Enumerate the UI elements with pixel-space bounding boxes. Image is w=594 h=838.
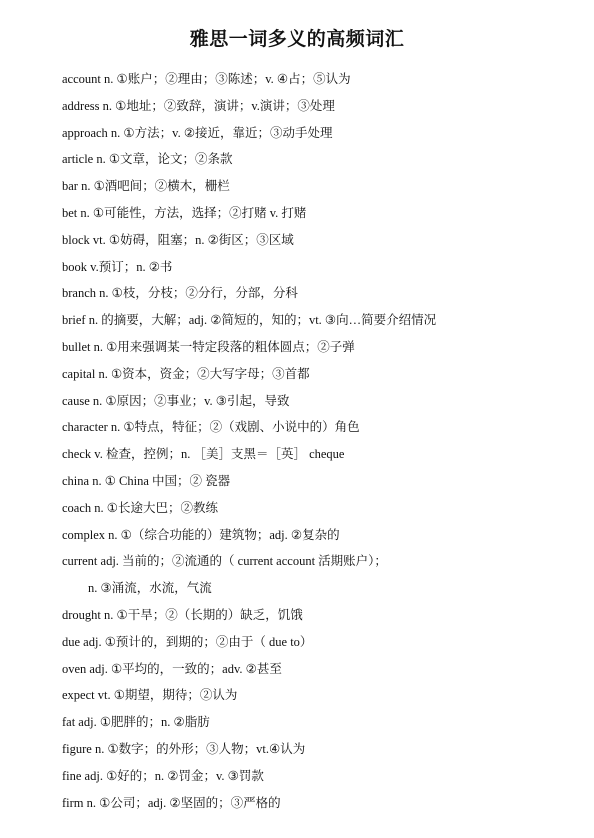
vocab-entry-fat: fat adj. ①肥胖的；n. ②脂肪 xyxy=(62,715,210,730)
vocab-entry-china: china n. ① China 中国；② 瓷器 xyxy=(62,473,231,488)
vocab-entry-complex: complex n. ①（综合功能的）建筑物；adj. ②复杂的 xyxy=(62,527,340,542)
vocab-entry-branch: branch n. ①枝，分枝；②分行，分部，分科 xyxy=(62,286,298,301)
vocab-entry-block: block vt. ①妨碍，阻塞；n. ②街区；③区域 xyxy=(62,232,294,247)
vocab-entry-oven: oven adj. ①平均的，一致的；adv. ②甚至 xyxy=(62,661,282,676)
vocab-entry-check: check v. 检查，控例；n. ［美］支黑＝［英］ cheque xyxy=(62,447,345,462)
vocab-entry-brief: brief n. 的摘要，大解；adj. ②简短的，知的；vt. ③向…简要介绍情况 xyxy=(62,313,437,328)
vocab-entry-current-continued: n. ③涌流，水流，气流 xyxy=(88,581,212,596)
vocab-entry-book: book v.预订；n. ②书 xyxy=(62,259,173,274)
vocab-entry-expect: expect vt. ①期望，期待；②认为 xyxy=(62,688,238,703)
vocab-entry-address: address n. ①地址；②致辞，演讲；v.演讲；③处理 xyxy=(62,98,335,113)
vocab-entry-capital: capital n. ①资本，资金；②大写字母；③首都 xyxy=(62,366,310,381)
vocab-entry-bar: bar n. ①酒吧间；②横木，栅栏 xyxy=(62,179,230,194)
page-title: 雅思一词多义的高频词汇 xyxy=(189,28,405,50)
vocabulary-list xyxy=(62,66,582,816)
vocab-entry-fine: fine adj. ①好的；n. ②罚金；v. ③罚款 xyxy=(62,768,264,783)
vocab-entry-bet: bet n. ①可能性，方法，选择；②打赌 v. 打赌 xyxy=(62,205,307,220)
vocab-entry-due: due adj. ①预计的，到期的；②由于（ due to） xyxy=(62,634,313,649)
vocab-entry-bullet: bullet n. ①用来强调某一特定段落的粗体圆点；②子弹 xyxy=(62,339,355,354)
vocab-entry-approach: approach n. ①方法；v. ②接近，靠近；③动手处理 xyxy=(62,125,333,140)
vocab-entry-figure: figure n. ①数字；的外形；③人物；vt.④认为 xyxy=(62,741,306,756)
vocab-entry-cause: cause n. ①原因；②事业；v. ③引起，导致 xyxy=(62,393,290,408)
vocab-entry-drought: drought n. ①干旱；②（长期的）缺乏，饥饿 xyxy=(62,607,303,622)
vocab-entry-character: character n. ①特点，特征；②（戏剧、小说中的）角色 xyxy=(62,420,360,435)
vocab-entry-article: article n. ①文章，论文；②条款 xyxy=(62,152,233,167)
vocab-entry-firm: firm n. ①公司；adj. ②坚固的；③严格的 xyxy=(62,795,281,810)
vocab-entry-account: account n. ①账户；②理由；③陈述；v. ④占；⑤认为 xyxy=(62,72,351,86)
vocab-entry-current: current adj. 当前的；②流通的（ current account 活期账户）； xyxy=(62,554,387,569)
vocab-entry-coach: coach n. ①长途大巴；②教练 xyxy=(62,500,218,515)
